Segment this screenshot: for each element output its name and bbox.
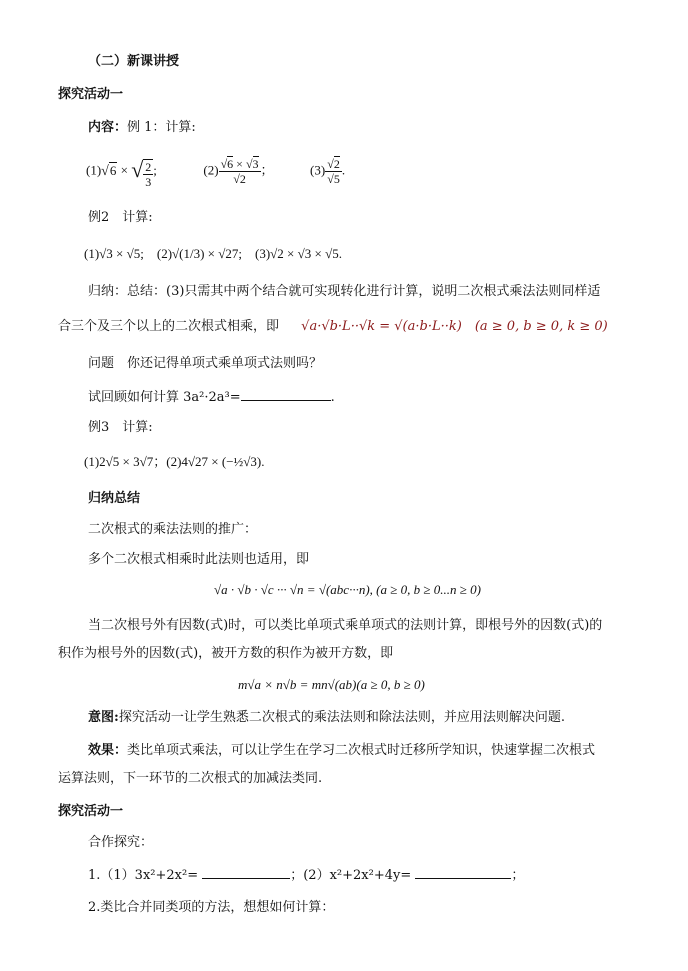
coop-label: 合作探究： xyxy=(88,835,154,850)
coop-item-1a: 1.（1）3x²+2x²= xyxy=(88,868,199,883)
example1-item-3: (3) xyxy=(310,162,326,178)
review-text: 试回顾如何计算 3a²·2a³= xyxy=(88,390,241,405)
example3-expression: (1)2√5 × 3√7；(2)4√27 × (−½√3). xyxy=(84,454,265,469)
answer-blank[interactable] xyxy=(241,388,331,401)
summary-line-1: 二次根式的乘法法则的推广： xyxy=(88,522,258,537)
content-label: 内容： xyxy=(88,120,128,135)
example1-label: 例 1：计算: xyxy=(127,120,196,135)
effect-line-1 xyxy=(88,742,595,760)
example1-heading xyxy=(88,119,196,137)
example1-item-1: (1) xyxy=(86,162,102,178)
example2-expression: (1)√3 × √5; (2)√(1/3) × √27; (3)√2 × √3 × √5. xyxy=(84,246,342,261)
section-title: （二）新课讲授 xyxy=(88,54,180,69)
summary-formula-1: √a · √b · √c ··· √n = √(abc···n), (a ≥ 0, b ≥ 0...n ≥ 0) xyxy=(214,582,481,597)
effect-text: 类比单项式乘法，可以让学生在学习二次根式时迁移所学知识，快速掌握二次根式 xyxy=(127,743,596,758)
summary-line-3: 当二次根号外有因数(式)时，可以类比单项式乘单项式的法则计算，即根号外的因数(式)的 xyxy=(88,618,603,633)
summary-line-4: 积作为根号外的因数(式)，被开方数的积作为被开方数，即 xyxy=(58,646,394,661)
coop-item-2: 2.类比合并同类项的方法，想想如何计算： xyxy=(88,900,335,915)
intent-line xyxy=(88,709,565,727)
summary-title: 归纳总结 xyxy=(88,491,141,506)
example2-label: 例2 计算: xyxy=(88,210,153,225)
effect-label: 效果： xyxy=(88,743,128,758)
coop-blank-2[interactable] xyxy=(415,866,511,879)
coop-item-1 xyxy=(88,866,524,885)
coop-item-1b: ；(2）x²+2x²+4y= xyxy=(290,868,412,883)
activity-title: 探究活动一 xyxy=(58,87,124,102)
intent-text: 探究活动一让学生熟悉二次根式的乘法法则和除法法则，并应用法则解决问题. xyxy=(118,710,565,725)
example1-item-2: (2) xyxy=(203,162,219,178)
induction-line-1: 归纳：总结：(3)只需其中两个结合就可实现转化进行计算，说明二次根式乘法法则同样适 xyxy=(88,284,601,299)
induction-line-2 xyxy=(58,318,608,336)
activity2-title: 探究活动一 xyxy=(58,804,124,819)
example3-label: 例3 计算: xyxy=(88,420,153,435)
summary-line-2: 多个二次根式相乘时此法则也适用，即 xyxy=(88,552,310,567)
intent-label: 意图: xyxy=(88,710,119,725)
induction-formula: √a·√b·L··√k = √(a·b·L··k) (a ≥ 0, b ≥ 0, k ≥ 0) xyxy=(301,319,608,334)
summary-formula-2: m√a × n√b = mn√(ab)(a ≥ 0, b ≥ 0) xyxy=(238,677,425,692)
question-text: 问题 你还记得单项式乘单项式法则吗？ xyxy=(88,356,323,371)
coop-item-1c: ； xyxy=(511,868,525,883)
effect-line-2: 运算法则，下一环节的二次根式的加减法类同. xyxy=(58,771,323,786)
example1-expressions: (1)√6 × √ $\frac{2}{3}$ ; (2) $\frac{√6 \times √3}{√2}$ ； (3) $\frac{√2}{√5}$ . xyxy=(86,157,346,190)
coop-blank-1[interactable] xyxy=(202,866,290,879)
induction-text: 合三个及三个以上的二次根式相乘，即 xyxy=(58,319,280,334)
review-line: 试回顾如何计算 3a²·2a³= . xyxy=(88,390,335,405)
